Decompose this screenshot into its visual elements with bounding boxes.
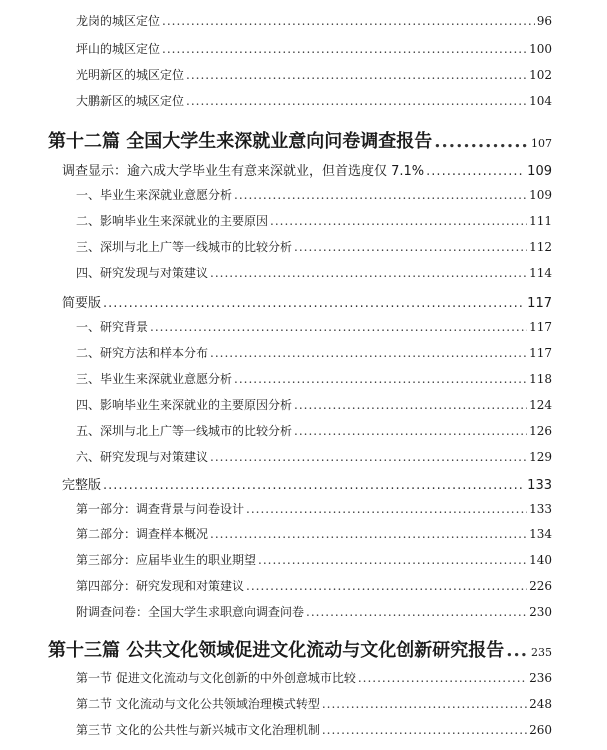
toc-leader-dots [234, 188, 527, 202]
toc-entry-title: 二、研究方法和样本分布 [76, 346, 209, 360]
toc-entry [76, 721, 552, 738]
toc-part-heading [48, 636, 552, 662]
toc-page-number: 133 [529, 502, 552, 516]
toc-page-number: 129 [529, 450, 552, 464]
toc-leader-dots [210, 346, 527, 360]
toc-entry [76, 186, 552, 203]
toc-entry-title: 第三部分：应届毕业生的职业期望 [76, 553, 257, 567]
toc-page-number: 226 [529, 579, 552, 593]
toc-page-number: 107 [531, 137, 552, 150]
toc-section-title: 调查显示：逾六成大学毕业生有意来深就业，但首选度仅 7.1% [62, 164, 425, 179]
toc-entry [76, 40, 552, 57]
toc-leader-dots [186, 94, 527, 108]
toc-page-number: 230 [529, 605, 552, 619]
toc-entry-title: 第二部分：调查样本概况 [76, 527, 209, 541]
toc-entry-title: 四、研究发现与对策建议 [76, 266, 209, 280]
toc-page-number: 118 [529, 372, 552, 386]
toc-page-number: 126 [529, 424, 552, 438]
toc-page-number: 260 [529, 723, 552, 737]
toc-leader-dots [434, 131, 529, 152]
toc-entry-title: 光明新区的城区定位 [76, 68, 185, 82]
toc-part-heading [48, 127, 552, 153]
toc-entry [76, 669, 552, 686]
toc-page-number: 124 [529, 398, 552, 412]
toc-entry-title: 附调查问卷：全国大学生求职意向调查问卷 [76, 605, 305, 619]
toc-entry [76, 264, 552, 281]
toc-page-number: 140 [529, 553, 552, 567]
toc-entry [76, 396, 552, 413]
toc-entry-title: 大鹏新区的城区定位 [76, 94, 185, 108]
toc-leader-dots [270, 214, 527, 228]
toc-entry [76, 212, 552, 229]
toc-part-title: 第十三篇 公共文化领域促进文化流动与文化创新研究报告 [48, 640, 505, 661]
toc-entry-title: 四、影响毕业生来深就业的主要原因分析 [76, 398, 293, 412]
toc-section-title: 完整版 [62, 478, 102, 493]
toc-leader-dots [162, 42, 527, 56]
toc-page-number: 235 [531, 646, 552, 659]
toc-section-title: 简要版 [62, 296, 102, 311]
toc-page-number: 96 [536, 14, 552, 28]
toc-section-heading [62, 474, 552, 493]
toc-leader-dots [234, 372, 527, 386]
toc-entry-title: 一、毕业生来深就业意愿分析 [76, 188, 233, 202]
toc-entry [76, 422, 552, 439]
toc-leader-dots [150, 320, 527, 334]
toc-page-number: 117 [527, 296, 552, 311]
toc-page-number: 133 [527, 478, 552, 493]
toc-entry-title: 龙岗的城区定位 [76, 14, 161, 28]
toc-entry-title: 第四部分：研究发现和对策建议 [76, 579, 245, 593]
toc-entry-title: 一、研究背景 [76, 320, 149, 334]
toc-entry [76, 448, 552, 465]
toc-page-number: 117 [529, 346, 552, 360]
toc-leader-dots [246, 579, 527, 593]
toc-leader-dots [358, 671, 527, 685]
toc-entry [76, 500, 552, 517]
toc-entry [76, 92, 552, 109]
toc-entry-title: 二、影响毕业生来深就业的主要原因 [76, 214, 269, 228]
toc-page-number: 248 [529, 697, 552, 711]
toc-entry-title: 五、深圳与北上广等一线城市的比较分析 [76, 424, 293, 438]
toc-entry [76, 525, 552, 542]
toc-entry-title: 六、研究发现与对策建议 [76, 450, 209, 464]
toc-leader-dots [306, 605, 527, 619]
toc-page-number: 104 [529, 94, 552, 108]
toc-page-number: 102 [529, 68, 552, 82]
toc-leader-dots [210, 266, 527, 280]
toc-leader-dots [506, 640, 529, 661]
toc-leader-dots [294, 240, 527, 254]
toc-entry [76, 66, 552, 83]
toc-entry-title: 第一节 促进文化流动与文化创新的中外创意城市比较 [76, 671, 356, 685]
toc-leader-dots [162, 14, 535, 28]
toc-entry [76, 695, 552, 712]
toc-page-number: 114 [529, 266, 552, 280]
toc-entry [76, 551, 552, 568]
toc-page-number: 109 [529, 188, 552, 202]
toc-page-number: 100 [529, 42, 552, 56]
toc-entry [76, 577, 552, 594]
toc-entry-title: 第三节 文化的公共性与新兴城市文化治理机制 [76, 723, 320, 737]
toc-page-number: 112 [529, 240, 552, 254]
toc-page-number: 134 [529, 527, 552, 541]
toc-entry [76, 344, 552, 361]
toc-entry-title: 第二节 文化流动与文化公共领域治理模式转型 [76, 697, 320, 711]
toc-entry [76, 238, 552, 255]
toc-part-title: 第十二篇 全国大学生来深就业意向问卷调查报告 [48, 131, 433, 152]
toc-page-number: 109 [527, 164, 552, 179]
toc-entry [76, 603, 552, 620]
toc-leader-dots [103, 478, 525, 493]
toc-entry [76, 318, 552, 335]
toc-leader-dots [246, 502, 527, 516]
toc-leader-dots [210, 527, 527, 541]
toc-leader-dots [210, 450, 527, 464]
toc-leader-dots [258, 553, 527, 567]
toc-page-number: 111 [529, 214, 552, 228]
toc-leader-dots [426, 164, 525, 179]
toc-entry-title: 第一部分：调查背景与问卷设计 [76, 502, 245, 516]
toc-page-number: 117 [529, 320, 552, 334]
toc-entry-title: 坪山的城区定位 [76, 42, 161, 56]
toc-section-heading [62, 292, 552, 311]
toc-entry [76, 12, 552, 29]
toc-page-number: 236 [529, 671, 552, 685]
toc-leader-dots [103, 296, 525, 311]
toc-entry-title: 三、深圳与北上广等一线城市的比较分析 [76, 240, 293, 254]
toc-leader-dots [294, 398, 527, 412]
toc-leader-dots [186, 68, 527, 82]
toc-section-heading [62, 160, 552, 179]
toc-leader-dots [322, 723, 527, 737]
toc-leader-dots [294, 424, 527, 438]
toc-leader-dots [322, 697, 527, 711]
toc-entry [76, 370, 552, 387]
toc-entry-title: 三、毕业生来深就业意愿分析 [76, 372, 233, 386]
